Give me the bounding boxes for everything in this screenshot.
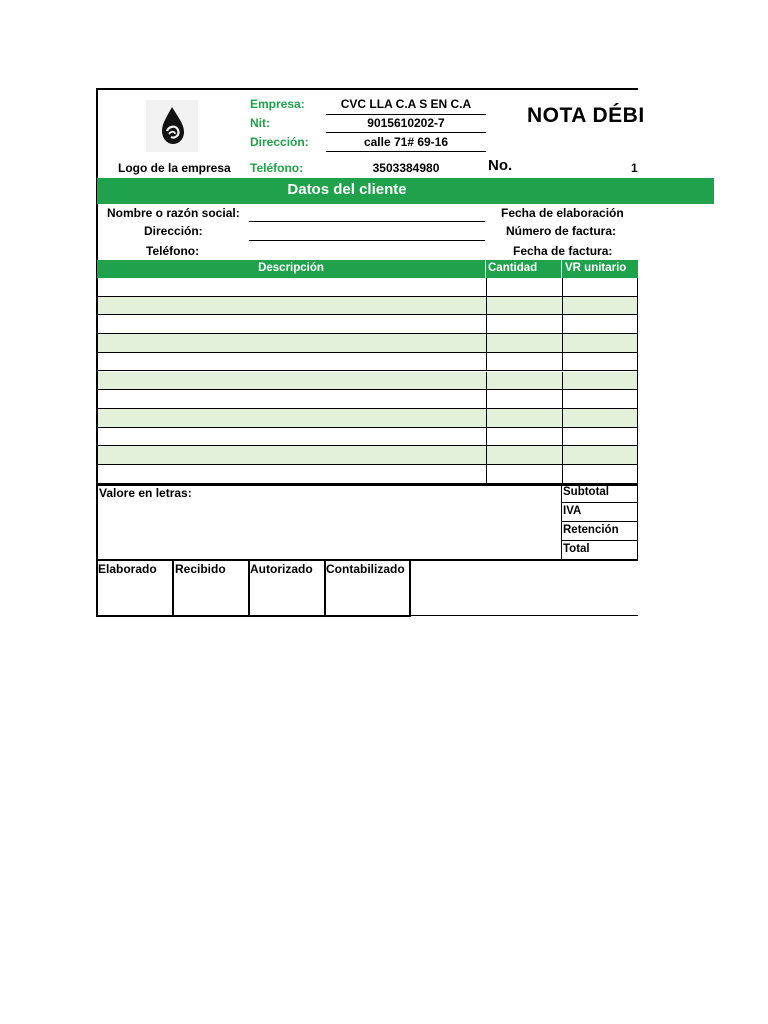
telefono-value: 3503384980 xyxy=(372,161,440,175)
header-quantity: Cantidad xyxy=(488,262,538,274)
table-row[interactable] xyxy=(98,353,638,372)
direccion-label: Dirección: xyxy=(250,135,309,149)
invoice-date-label: Fecha de factura: xyxy=(513,244,613,258)
direccion-value: calle 71# 69-16 xyxy=(363,135,449,149)
frame-top xyxy=(96,88,638,90)
client-section-title: Datos del cliente xyxy=(287,181,407,198)
header-description: Descripción xyxy=(258,262,324,274)
cell-separator xyxy=(562,353,563,371)
client-address-label: Dirección: xyxy=(144,224,203,238)
cell-separator xyxy=(486,465,487,483)
table-row[interactable] xyxy=(98,390,638,409)
client-phone-label: Teléfono: xyxy=(146,244,200,258)
cell-separator xyxy=(486,297,487,315)
table-row[interactable] xyxy=(98,409,638,428)
sign-contabilizado: Contabilizado xyxy=(326,562,405,576)
number-value: 1 xyxy=(631,161,638,175)
table-row[interactable] xyxy=(98,372,638,391)
cell-separator xyxy=(562,334,563,352)
table-row[interactable] xyxy=(98,334,638,353)
retencion-label: Retención xyxy=(563,524,619,536)
cell-separator xyxy=(562,409,563,427)
cell-separator xyxy=(562,315,563,333)
client-address-field[interactable] xyxy=(249,240,485,241)
header-unit-value: VR unitario xyxy=(565,262,627,274)
table-row[interactable] xyxy=(98,446,638,465)
cell-separator xyxy=(562,372,563,390)
number-label: No. xyxy=(488,157,513,174)
cell-separator xyxy=(562,446,563,464)
table-row[interactable] xyxy=(98,297,638,316)
subtotal-label: Subtotal xyxy=(563,486,609,498)
nit-label: Nit: xyxy=(250,116,270,130)
sign-elaborado: Elaborado xyxy=(98,562,157,576)
items-table-header xyxy=(97,260,638,278)
cell-separator xyxy=(562,428,563,446)
cell-separator xyxy=(562,390,563,408)
iva-label: IVA xyxy=(563,505,582,517)
cell-separator xyxy=(486,372,487,390)
cell-separator xyxy=(486,278,487,296)
client-name-label: Nombre o razón social: xyxy=(107,206,240,220)
table-row[interactable] xyxy=(98,465,638,484)
table-row[interactable] xyxy=(98,278,638,297)
cell-separator xyxy=(562,278,563,296)
cell-separator xyxy=(486,353,487,371)
cell-separator xyxy=(486,334,487,352)
client-name-field[interactable] xyxy=(249,221,485,222)
sign-autorizado: Autorizado xyxy=(250,562,313,576)
elaboration-date-label: Fecha de elaboración xyxy=(501,206,624,220)
telefono-label: Teléfono: xyxy=(250,161,304,175)
empresa-label: Empresa: xyxy=(250,97,305,111)
empresa-value: CVC LLA C.A S EN C.A xyxy=(340,97,472,111)
cell-separator xyxy=(486,428,487,446)
company-logo-icon xyxy=(154,104,190,148)
table-row[interactable] xyxy=(98,428,638,447)
sign-recibido: Recibido xyxy=(175,562,226,576)
cell-separator xyxy=(486,315,487,333)
document-title: NOTA DÉBI xyxy=(527,104,645,127)
cell-separator xyxy=(486,446,487,464)
logo-label: Logo de la empresa xyxy=(118,161,231,175)
total-label: Total xyxy=(563,543,590,555)
cell-separator xyxy=(486,390,487,408)
invoice-number-label: Número de factura: xyxy=(506,224,617,238)
cell-separator xyxy=(486,409,487,427)
cell-separator xyxy=(562,465,563,483)
nit-value: 9015610202-7 xyxy=(367,116,445,130)
table-row[interactable] xyxy=(98,315,638,334)
amount-in-words-label: Valore en letras: xyxy=(99,486,192,500)
client-section-header xyxy=(97,178,714,204)
cell-separator xyxy=(562,297,563,315)
